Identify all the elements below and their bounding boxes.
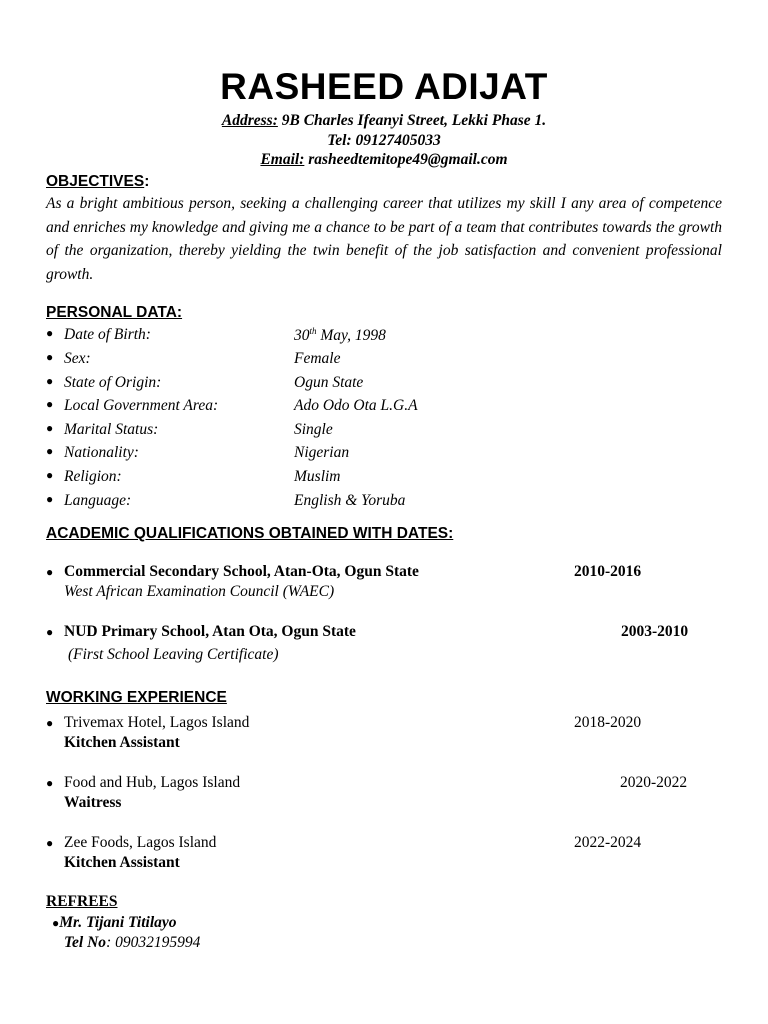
referee-name-text: Mr. Tijani Titilayo [59, 914, 177, 931]
personal-value-rest: May, 1998 [316, 327, 386, 345]
personal-value [294, 326, 386, 345]
bullet-icon: ● [46, 350, 54, 364]
objectives-heading-colon: : [144, 173, 150, 190]
bullet-icon: ● [46, 565, 54, 579]
bullet-icon: ● [46, 468, 54, 482]
personal-label: Nationality: [64, 444, 139, 461]
work-dates: 2022-2024 [574, 834, 642, 851]
bullet-icon: ● [46, 776, 54, 790]
bullet-icon: ● [46, 492, 54, 506]
personal-value: Nigerian [294, 444, 350, 461]
job-role: Waitress [64, 794, 122, 811]
job-role: Kitchen Assistant [64, 734, 180, 751]
objectives-heading [46, 173, 149, 191]
candidate-name: RASHEED ADIJAT [220, 66, 548, 107]
personal-label: Religion: [64, 468, 122, 485]
work-dates: 2018-2020 [574, 714, 642, 731]
job-role: Kitchen Assistant [64, 854, 180, 871]
bullet-icon: ● [46, 444, 54, 458]
address-label: Address: [221, 112, 278, 129]
bullet-icon: ● [46, 326, 54, 340]
email-label: Email: [260, 151, 305, 168]
experience-entry-foodhub [46, 774, 722, 814]
referee-tel-value: : 09032195994 [106, 934, 201, 951]
academic-entry-secondary [46, 563, 722, 603]
bullet-icon: ● [52, 916, 60, 930]
workplace: Food and Hub, Lagos Island [64, 774, 241, 791]
personal-value: Ado Odo Ota L.G.A [294, 397, 418, 414]
work-dates: 2020-2022 [620, 774, 688, 791]
workplace: Zee Foods, Lagos Island [64, 834, 217, 851]
objectives-heading-text: OBJECTIVES [46, 173, 145, 190]
address-line [0, 112, 768, 130]
email-value: rasheedtemitope49@gmail.com [304, 151, 508, 168]
school-name: Commercial Secondary School, Atan-Ota, Ogun State [64, 563, 419, 580]
workplace: Trivemax Hotel, Lagos Island [64, 714, 250, 731]
bullet-icon: ● [46, 625, 54, 639]
referee-tel-label: Tel No [64, 934, 107, 951]
experience-entry-zeefoods [46, 834, 722, 874]
personal-label: Date of Birth: [64, 326, 151, 343]
personal-value: English & Yoruba [294, 492, 406, 509]
academics-heading: ACADEMIC QUALIFICATIONS OBTAINED WITH DATES: [46, 525, 454, 542]
school-certificate: West African Examination Council (WAEC) [64, 583, 335, 600]
referee-name [52, 914, 177, 932]
school-dates: 2003-2010 [621, 623, 689, 640]
personal-label: Local Government Area: [64, 397, 219, 414]
personal-value: Ogun State [294, 374, 364, 391]
address-value: 9B Charles Ifeanyi Street, Lekki Phase 1. [277, 112, 547, 129]
personal-label: Marital Status: [64, 421, 159, 438]
bullet-icon: ● [46, 836, 54, 850]
bullet-icon: ● [46, 421, 54, 435]
experience-heading: WORKING EXPERIENCE [46, 689, 227, 706]
personal-value: Single [294, 421, 333, 438]
personal-data-heading: PERSONAL DATA: [46, 304, 183, 321]
school-dates: 2010-2016 [574, 563, 642, 580]
tel-line: Tel: 09127405033 [327, 132, 441, 149]
personal-value: Female [294, 350, 341, 367]
personal-value-day: 30 [294, 327, 310, 345]
personal-value: Muslim [294, 468, 341, 485]
email-line [0, 151, 768, 169]
personal-value-suffix: th [309, 326, 317, 336]
experience-entry-trivemax [46, 714, 722, 754]
school-certificate: (First School Leaving Certificate) [68, 646, 279, 663]
personal-label: State of Origin: [64, 374, 162, 391]
school-name: NUD Primary School, Atan Ota, Ogun State [64, 623, 356, 640]
academic-entry-primary [46, 623, 722, 665]
referee-tel [64, 934, 200, 952]
objectives-text: As a bright ambitious person, seeking a challenging career that utilizes my skill I any area of competence and enriches my knowledge and giving me a chance to be part of a team that contributes towards the growth of the organization, thereby yielding the twin benefit of the job satisfaction and convenient professional growth. [46, 195, 722, 283]
personal-label: Language: [64, 492, 132, 509]
bullet-icon: ● [46, 374, 54, 388]
personal-label: Sex: [64, 350, 91, 367]
bullet-icon: ● [46, 716, 54, 730]
bullet-icon: ● [46, 397, 54, 411]
referees-heading: REFREES [46, 893, 118, 910]
